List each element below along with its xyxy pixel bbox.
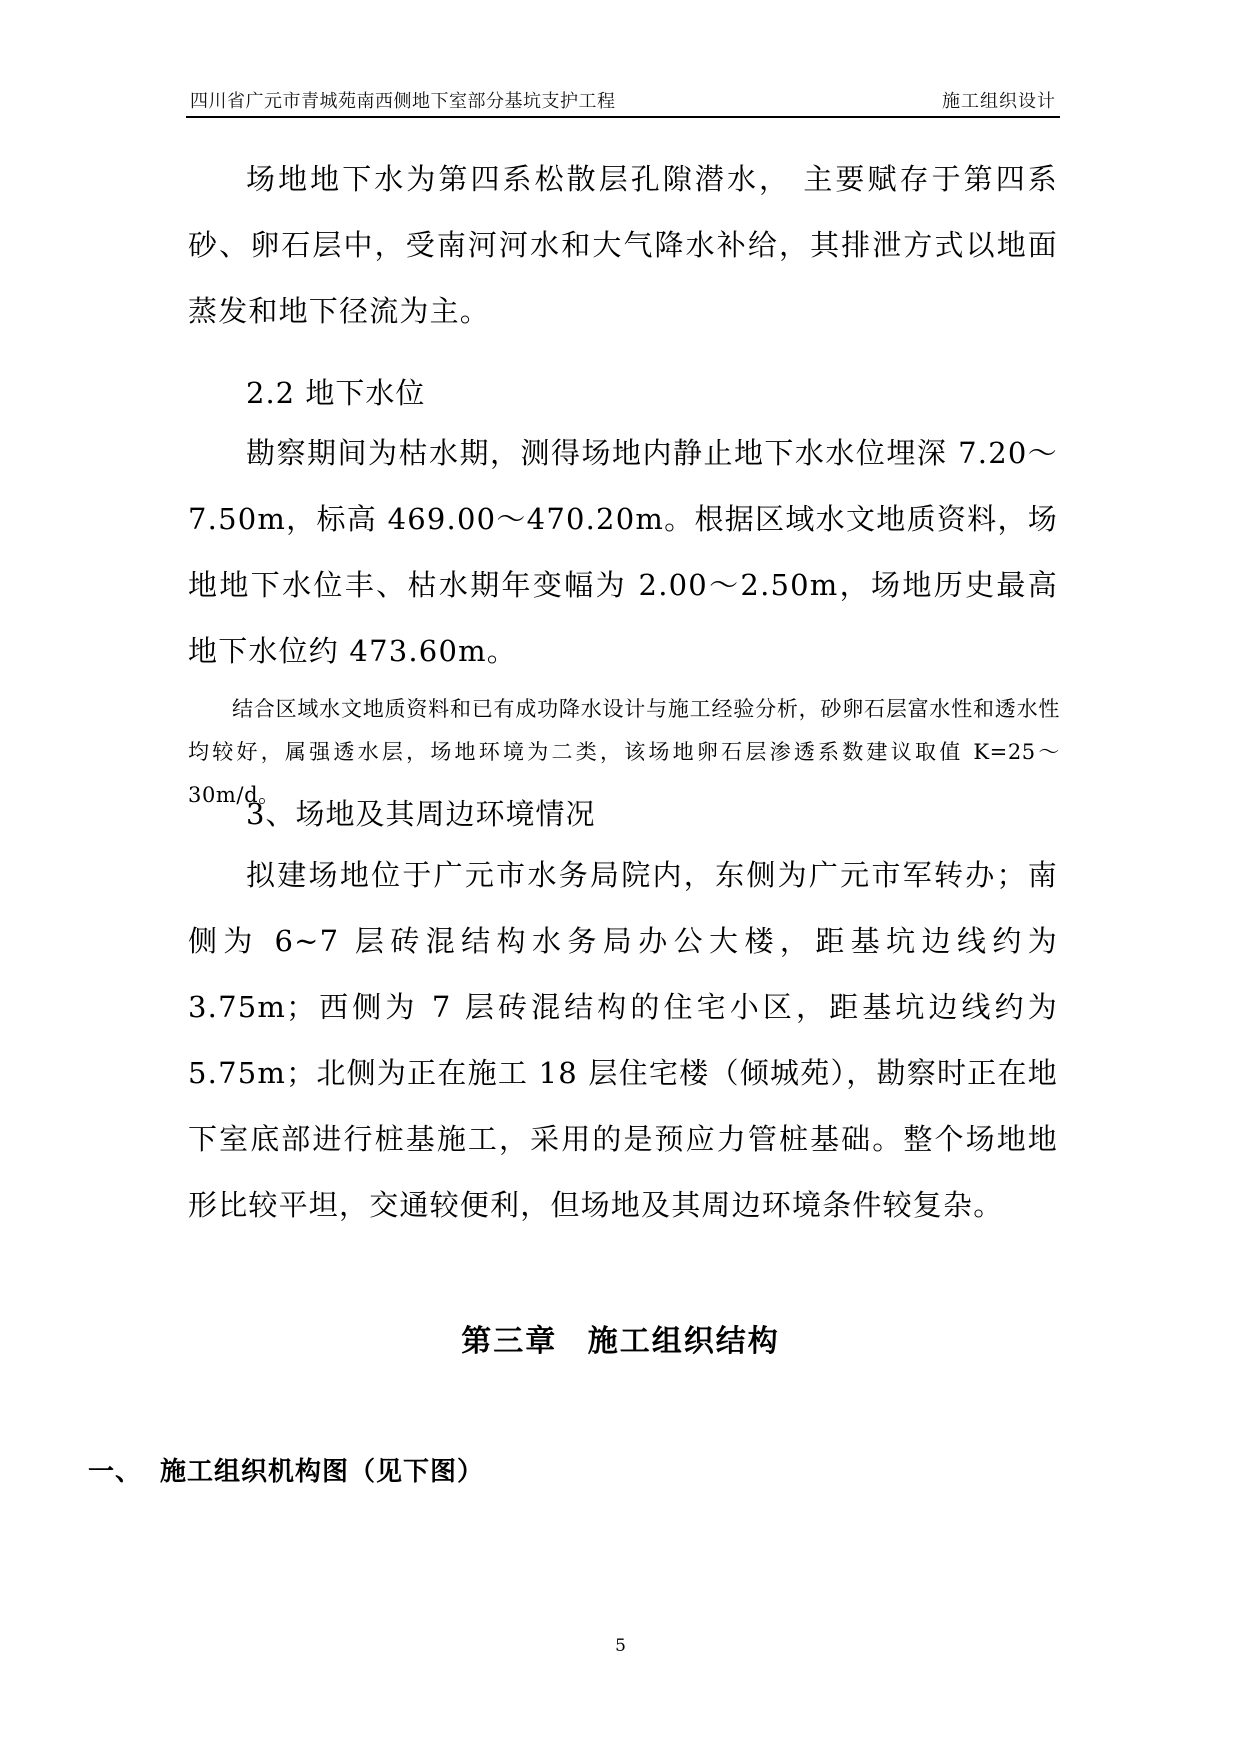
paragraph-site-surroundings: 拟建场地位于广元市水务局院内，东侧为广元市军转办；南侧为 6~7 层砖混结构水务局办公大楼，距基坑边线约为 3.75m；西侧为 7 层砖混结构的住宅小区，距基坑边线约为 5.75m；北侧为正在施工 18 层住宅楼（倾城苑），勘察时正在地下室底部进行桩基施工，采用的是预应力管桩基础。整个场地地形比较平坦，交通较便利，但场地及其周边环境条件较复杂。 [188, 858, 1058, 1222]
subheading-water-level: 2.2 地下水位 [246, 376, 426, 410]
section-heading [88, 1451, 484, 1488]
section-title: 施工组织机构图（见下图） [160, 1457, 485, 1487]
paragraph-permeability: 结合区域水文地质资料和已有成功降水设计与施工经验分析，砂卵石层富水性和透水性均较好，属强透水层，场地环境为二类，该场地卵石层渗透系数建议取值 K=25～30m/d。 [188, 697, 1060, 807]
header-document-type: 施工组织设计 [942, 91, 1056, 112]
paragraph-groundwater-type: 场地地下水为第四系松散层孔隙潜水， 主要赋存于第四系砂、卵石层中，受南河河水和大气降水补给，其排泄方式以地面蒸发和地下径流为主。 [188, 162, 1058, 328]
chapter-title: 第三章 施工组织结构 [461, 1324, 780, 1359]
page-header [186, 88, 1060, 118]
paragraph-water-level: 勘察期间为枯水期，测得场地内静止地下水水位埋深 7.20～7.50m，标高 469.00～470.20m。根据区域水文地质资料，场地地下水位丰、枯水期年变幅为 2.00～2.50m，场地历史最高地下水位约 473.60m。 [188, 436, 1058, 668]
subheading-site-surroundings: 3、场地及其周边环境情况 [246, 797, 596, 831]
section-number: 一、 [88, 1457, 143, 1487]
header-project-title: 四川省广元市青城苑南西侧地下室部分基坑支护工程 [190, 91, 616, 112]
page-number: 5 [615, 1636, 626, 1656]
